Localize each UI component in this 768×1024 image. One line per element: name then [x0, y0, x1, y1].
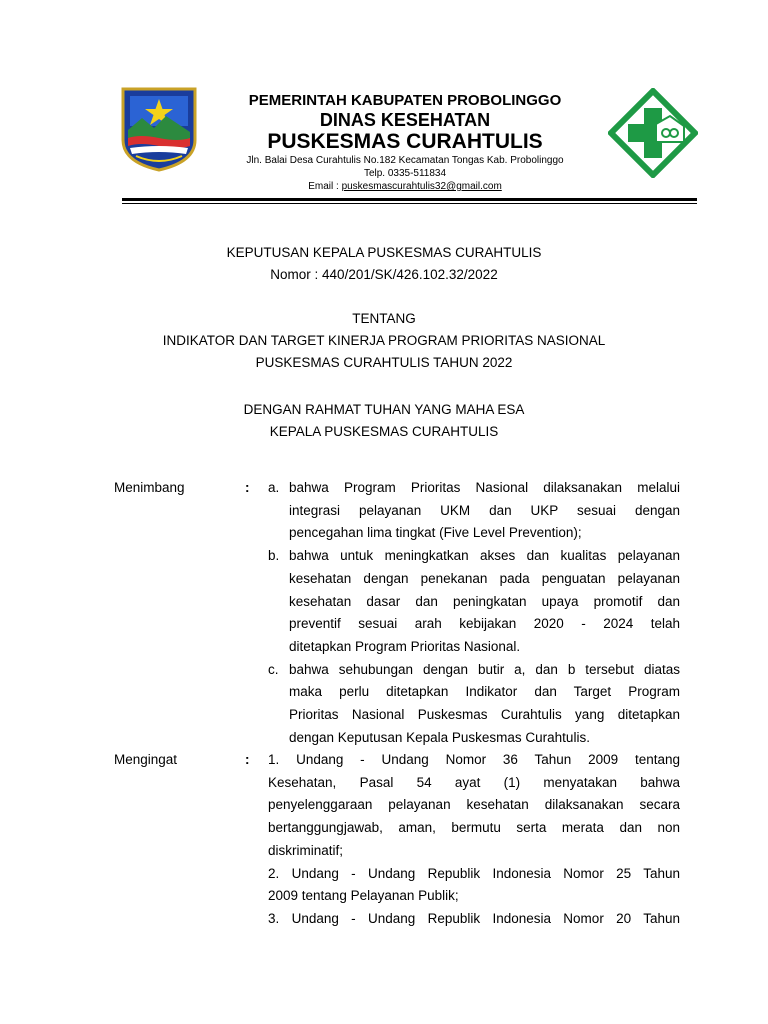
list-item: [268, 749, 680, 863]
list-item: [268, 908, 680, 931]
item-line: kesehatan dengan penekanan pada penguatan pelayanan: [289, 570, 680, 586]
letterhead-divider-thick: [122, 198, 697, 201]
subject-line-2: PUSKESMAS CURAHTULIS TAHUN 2022: [255, 355, 513, 370]
item-line: ditetapkan Program Prioritas Nasional.: [289, 638, 521, 654]
menimbang-body: [268, 477, 680, 749]
regency-coat-of-arms-icon: [120, 86, 198, 172]
decree-invocation: [100, 399, 668, 443]
letterhead-address: Jln. Balai Desa Curahtulis No.182 Kecamatan Tongas Kab. Probolinggo: [246, 155, 564, 166]
decree-subject: [100, 308, 668, 374]
item-line: maka perlu ditetapkan Indikator dan Target Program: [289, 684, 680, 700]
item-line: 2. Undang - Undang Republik Indonesia Nomor 25 Tahun: [268, 865, 680, 881]
mengingat-colon: :: [245, 752, 250, 767]
decree-title: KEPUTUSAN KEPALA PUSKESMAS CURAHTULIS: [226, 245, 542, 260]
item-line: 3. Undang - Undang Republik Indonesia Nomor 20 Tahun: [268, 910, 680, 926]
list-item: [268, 477, 680, 545]
item-line: 1. Undang - Undang Nomor 36 Tahun 2009 tentang: [268, 752, 680, 767]
item-line: Prioritas Nasional Puskesmas Curahtulis yang ditetapkan: [289, 707, 680, 723]
item-line: bahwa sehubungan dengan butir a, dan b tersebut diatas: [289, 661, 680, 677]
list-item: [268, 545, 680, 659]
item-line: dengan Keputusan Kepala Puskesmas Curahtulis.: [289, 729, 590, 745]
puskesmas-green-cross-icon: [608, 88, 698, 178]
item-marker: c.: [268, 661, 279, 677]
item-marker: b.: [268, 548, 280, 564]
item-marker: a.: [268, 480, 280, 495]
item-line: 2009 tentang Pelayanan Publik;: [268, 888, 459, 904]
email-link[interactable]: puskesmascurahtulis32@gmail.com: [341, 181, 502, 192]
item-line: penyelenggaraan pelayanan kesehatan dilaksanakan secara: [268, 797, 680, 813]
invocation-line: DENGAN RAHMAT TUHAN YANG MAHA ESA: [243, 402, 525, 417]
item-line: bertanggungjawab, aman, bermutu serta merata dan non: [268, 820, 680, 836]
mengingat-body: [268, 749, 680, 931]
item-line: bahwa untuk meningkatkan akses dan kualitas pelayanan: [289, 548, 680, 564]
letterhead: [210, 92, 600, 193]
item-line: diskriminatif;: [268, 842, 344, 858]
menimbang-colon: :: [245, 480, 250, 495]
menimbang-label: Menimbang: [114, 480, 185, 495]
item-line: bahwa Program Prioritas Nasional dilaksanakan melalui: [289, 480, 680, 495]
email-label: Email :: [308, 181, 342, 192]
list-item: [268, 863, 680, 908]
decree-heading: [100, 242, 668, 286]
letterhead-email: [210, 180, 600, 193]
item-line: integrasi pelayanan UKM dan UKP sesuai dengan: [289, 502, 680, 518]
letterhead-institution: PUSKESMAS CURAHTULIS: [267, 130, 543, 153]
item-line: Kesehatan, Pasal 54 ayat (1) menyatakan bahwa: [268, 774, 680, 790]
issuer-line: KEPALA PUSKESMAS CURAHTULIS: [269, 424, 499, 439]
letterhead-government: PEMERINTAH KABUPATEN PROBOLINGGO: [248, 92, 562, 109]
mengingat-label: Mengingat: [114, 752, 178, 767]
decree-number: Nomor : 440/201/SK/426.102.32/2022: [270, 267, 498, 282]
item-line: kesehatan dasar dan peningkatan upaya promotif dan: [289, 593, 680, 609]
subject-line-1: INDIKATOR DAN TARGET KINERJA PROGRAM PRIORITAS NASIONAL: [162, 333, 606, 348]
subject-label: TENTANG: [352, 311, 416, 326]
letterhead-department: DINAS KESEHATAN: [319, 110, 491, 130]
letterhead-divider-thin: [122, 203, 697, 204]
item-line: pencegahan lima tingkat (Five Level Prevention);: [289, 525, 582, 541]
item-line: preventif sesuai arah kebijakan 2020 - 2024 telah: [289, 616, 680, 632]
letterhead-phone: Telp. 0335-511834: [363, 168, 447, 179]
list-item: [268, 659, 680, 750]
